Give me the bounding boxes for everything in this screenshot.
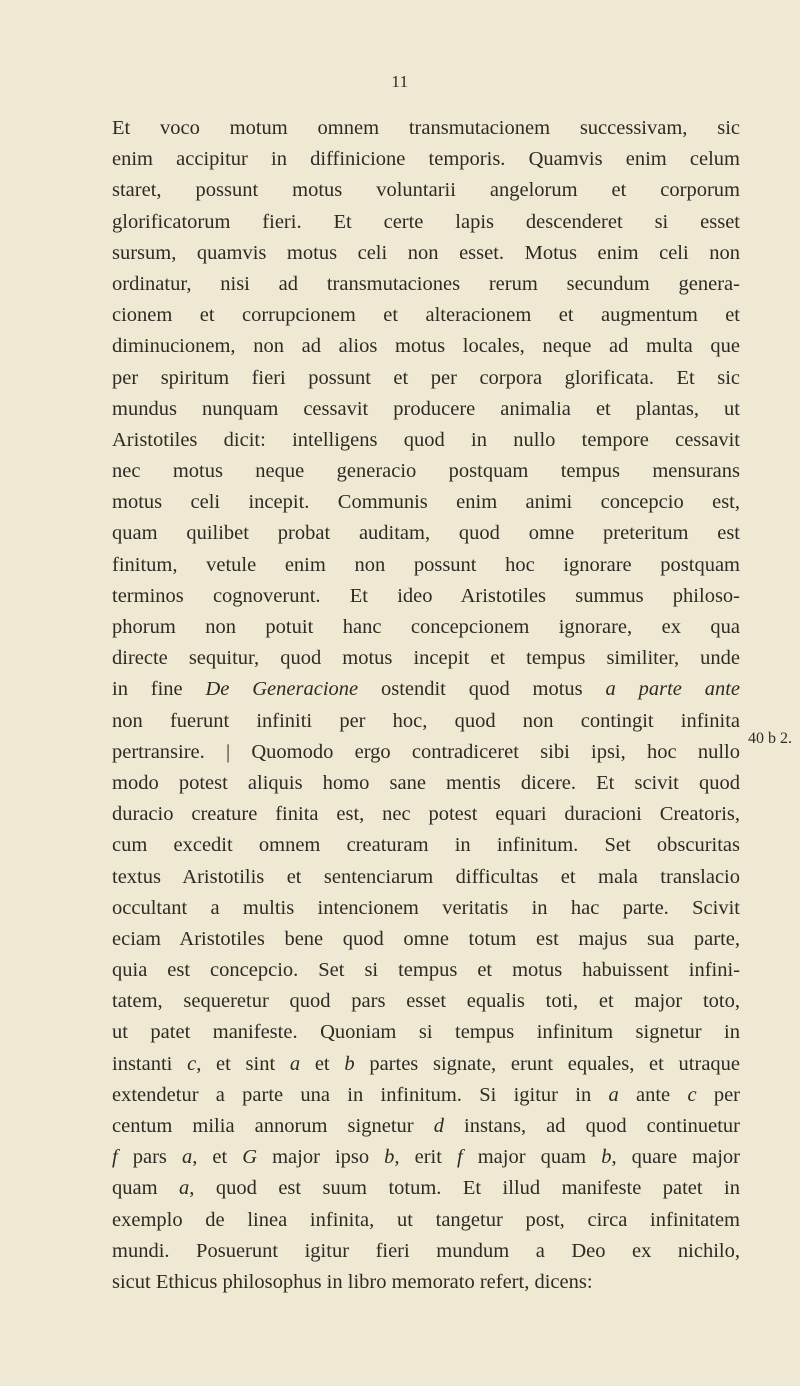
text-line: textus Aristotilis et sentenciarum difficultas et mala translacio	[112, 865, 740, 888]
text-segment: , et	[192, 1146, 243, 1169]
italic-phrase: a parte ante	[605, 678, 740, 701]
text-segment: per	[696, 1083, 740, 1106]
text-line: non fuerunt infiniti per hoc, quod non contingit infinita	[112, 709, 740, 732]
text-line	[112, 1142, 740, 1173]
text-line: tatem, sequeretur quod pars esset equalis toti, et major toto,	[112, 990, 740, 1013]
text-line: duracio creature finita est, nec potest equari duracioni Creatoris,	[112, 803, 740, 826]
text-line: mundi. Posuerunt igitur fieri mundum a Deo ex nichilo,	[112, 1239, 740, 1262]
text-segment: pars	[117, 1146, 182, 1169]
text-line: pertransire. | Quomodo ergo contradiceret sibi ipsi, hoc nullo	[112, 740, 740, 763]
text-line: glorificatorum fieri. Et certe lapis descenderet si esset	[112, 210, 740, 233]
book-title: De Generacione	[205, 678, 359, 701]
text-segment: , et sint	[196, 1052, 290, 1075]
text-line	[112, 1080, 740, 1111]
text-line: sicut Ethicus philosophus in libro memorato refert, dicens:	[112, 1270, 593, 1293]
variable: c	[687, 1083, 697, 1106]
text-line	[112, 1173, 740, 1204]
text-line: ordinatur, nisi ad transmutaciones rerum secundum genera-	[112, 272, 740, 295]
text-line: diminucionem, non ad alios motus locales, neque ad multa que	[112, 335, 740, 358]
text-segment: et	[300, 1052, 345, 1075]
variable: b	[384, 1146, 395, 1169]
text-line: modo potest aliquis homo sane mentis dicere. Et scivit quod	[112, 771, 740, 794]
variable: a	[608, 1083, 619, 1106]
text-line: finitum, vetule enim non possunt hoc ignorare postquam	[112, 553, 740, 576]
variable: a	[181, 1146, 193, 1169]
text-line: terminos cognoverunt. Et ideo Aristotiles summus philoso-	[112, 584, 740, 607]
text-line: enim accipitur in diffinicione temporis. Quamvis enim celum	[112, 148, 740, 171]
text-segment: quam	[112, 1177, 180, 1200]
text-line: cionem et corrupcionem et alteracionem et augmentum et	[112, 304, 740, 327]
text-line: occultant a multis intencionem veritatis in hac parte. Scivit	[112, 896, 740, 919]
variable: c	[187, 1052, 197, 1075]
variable: d	[433, 1115, 444, 1137]
text-segment: instanti	[112, 1052, 188, 1075]
text-line: motus celi incepit. Communis enim animi concepcio est,	[112, 491, 740, 514]
text-line: sursum, quamvis motus celi non esset. Motus enim celi non	[112, 241, 740, 264]
text-segment: in fine	[112, 678, 206, 701]
text-line	[112, 1049, 740, 1080]
text-line: Et voco motum omnem transmutacionem successivam, sic	[112, 117, 740, 139]
text-line: Aristotiles dicit: intelligens quod in nullo tempore cessavit	[112, 428, 740, 451]
text-segment: ostendit quod motus	[358, 678, 606, 701]
text-segment: , quare major	[611, 1146, 740, 1169]
text-line: cum excedit omnem creaturam in infinitum. Set obscuritas	[112, 834, 740, 857]
body-text	[112, 113, 740, 1298]
margin-reference: 40 b 2.	[748, 730, 792, 747]
text-line: staret, possunt motus voluntarii angelorum et corporum	[112, 179, 740, 202]
text-segment: partes signate, erunt equales, et utraque	[354, 1052, 741, 1075]
text-segment: major ipso	[257, 1146, 385, 1169]
text-line: exemplo de linea infinita, ut tangetur post, circa infinitatem	[112, 1208, 740, 1231]
text-line	[112, 674, 740, 705]
variable: a	[289, 1052, 301, 1075]
variable: f	[112, 1146, 118, 1169]
text-segment: ante	[618, 1083, 688, 1106]
page-number: 11	[391, 72, 409, 91]
text-segment: extendetur a parte una in infinitum. Si igitur in	[112, 1083, 592, 1106]
text-segment: instans, ad quod continuetur	[443, 1115, 741, 1137]
variable: b	[601, 1146, 612, 1169]
text-segment: major quam	[462, 1146, 602, 1169]
variable: G	[242, 1146, 258, 1169]
text-line: quam quilibet probat auditam, quod omne preteritum est	[112, 522, 740, 545]
text-line: per spiritum fieri possunt et per corpora glorificata. Et sic	[112, 366, 740, 389]
text-segment: , erit	[394, 1146, 457, 1169]
text-line: quia est concepcio. Set si tempus et motus habuissent infini-	[112, 959, 740, 982]
text-line: eciam Aristotiles bene quod omne totum est majus sua parte,	[112, 927, 740, 950]
text-segment: , quod est suum totum. Et illud manifeste patet in	[189, 1177, 741, 1200]
variable: a	[179, 1177, 190, 1200]
variable: f	[456, 1146, 463, 1169]
variable: b	[344, 1052, 355, 1075]
text-line	[112, 1111, 740, 1142]
text-segment: centum milia annorum signetur	[112, 1115, 434, 1137]
text-line: nec motus neque generacio postquam tempus mensurans	[112, 460, 740, 483]
text-line: directe sequitur, quod motus incepit et tempus similiter, unde	[112, 647, 740, 670]
text-line: mundus nunquam cessavit producere animalia et plantas, ut	[112, 397, 740, 420]
text-line: phorum non potuit hanc concepcionem ignorare, ex qua	[112, 616, 740, 638]
text-line: ut patet manifeste. Quoniam si tempus infinitum signetur in	[112, 1021, 740, 1044]
